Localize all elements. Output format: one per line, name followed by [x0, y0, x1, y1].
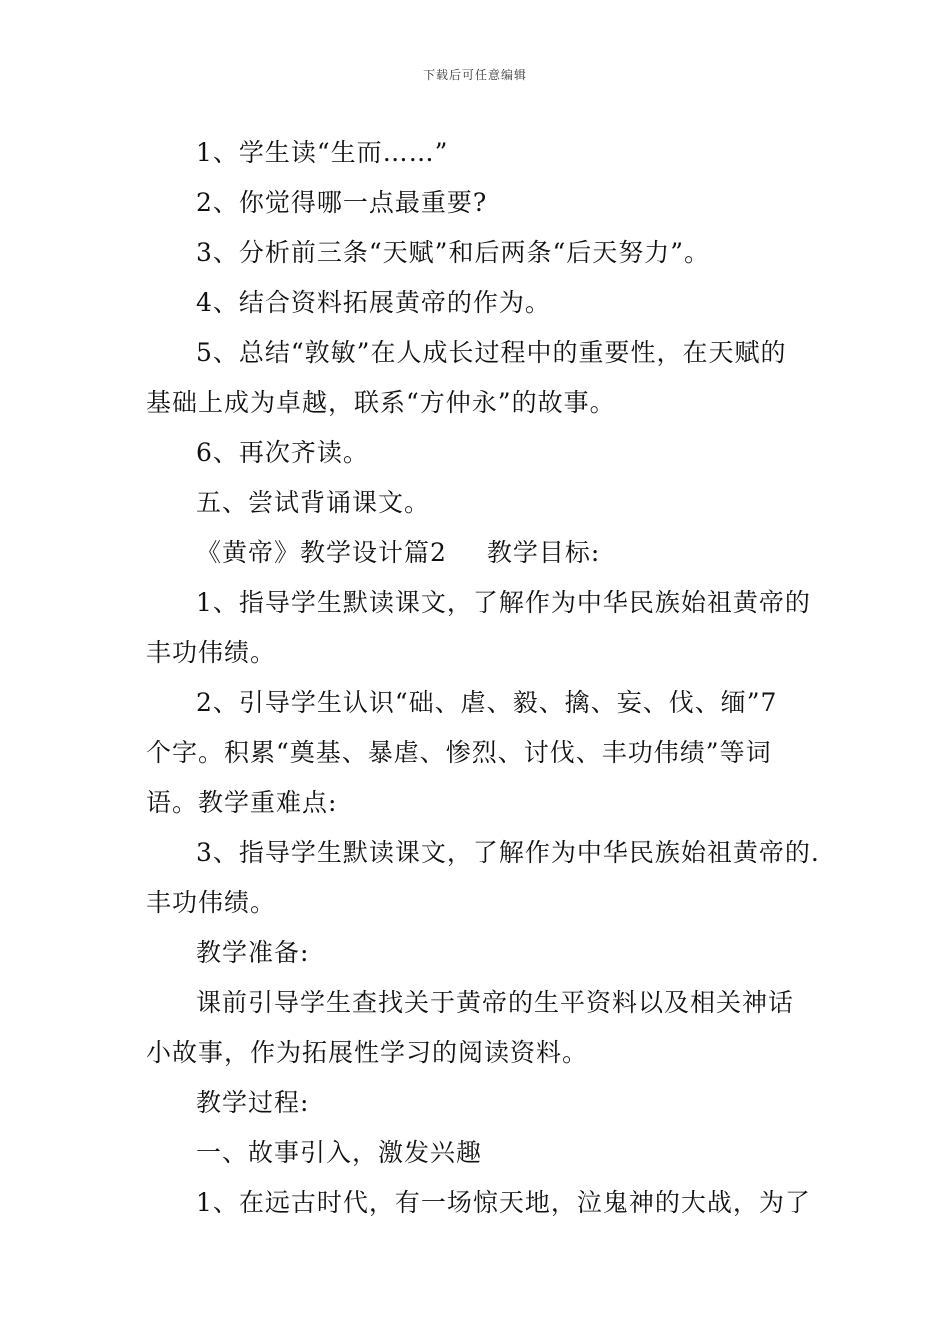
- paragraph-line: 语。教学重难点:: [146, 788, 338, 817]
- paragraph-line: 3、分析前三条“天赋”和后两条“后天努力”。: [196, 238, 711, 267]
- paragraph-line: 1、在远古时代，有一场惊天地，泣鬼神的大战，为了: [196, 1188, 811, 1217]
- paragraph-line: 3、指导学生默读课文，了解作为中华民族始祖黄帝的.: [196, 838, 820, 867]
- paragraph-line: 4、结合资料拓展黄帝的作为。: [196, 288, 551, 317]
- paragraph-line: 个字。积累“奠基、暴虐、惨烈、讨伐、丰功伟绩”等词: [146, 738, 772, 767]
- paragraph-line: 课前引导学生查找关于黄帝的生平资料以及相关神话: [196, 988, 795, 1017]
- page-header: 下载后可任意编辑: [422, 68, 527, 82]
- section-heading-line: [146, 528, 810, 578]
- paragraph-line: 丰功伟绩。: [146, 638, 277, 667]
- paragraph-line: 教学过程:: [196, 1088, 310, 1117]
- paragraph-line: 5、总结“敦敏”在人成长过程中的重要性，在天赋的: [196, 338, 787, 367]
- paragraph-line: 丰功伟绩。: [146, 888, 277, 917]
- paragraph-line: 2、你觉得哪一点最重要?: [196, 188, 488, 217]
- section-title: 《黄帝》教学设计篇2: [196, 538, 447, 567]
- subsection-title: 教学目标:: [486, 538, 601, 567]
- paragraph-line: 教学准备:: [196, 938, 310, 967]
- paragraph-line: 小故事，作为拓展性学习的阅读资料。: [146, 1038, 589, 1067]
- paragraph-line: 1、学生读“生而……”: [196, 138, 449, 167]
- paragraph-line: 一、故事引入，激发兴趣: [196, 1138, 483, 1167]
- paragraph-line: 基础上成为卓越，联系“方仲永”的故事。: [146, 388, 616, 417]
- document-body: [146, 128, 820, 1228]
- paragraph-line: 6、再次齐读。: [196, 438, 369, 467]
- paragraph-line: 1、指导学生默读课文，了解作为中华民族始祖黄帝的: [196, 588, 811, 617]
- paragraph-line: 2、引导学生认识“础、虐、毅、擒、妄、伐、缅”7: [196, 688, 778, 717]
- paragraph-line: 五、尝试背诵课文。: [196, 488, 431, 517]
